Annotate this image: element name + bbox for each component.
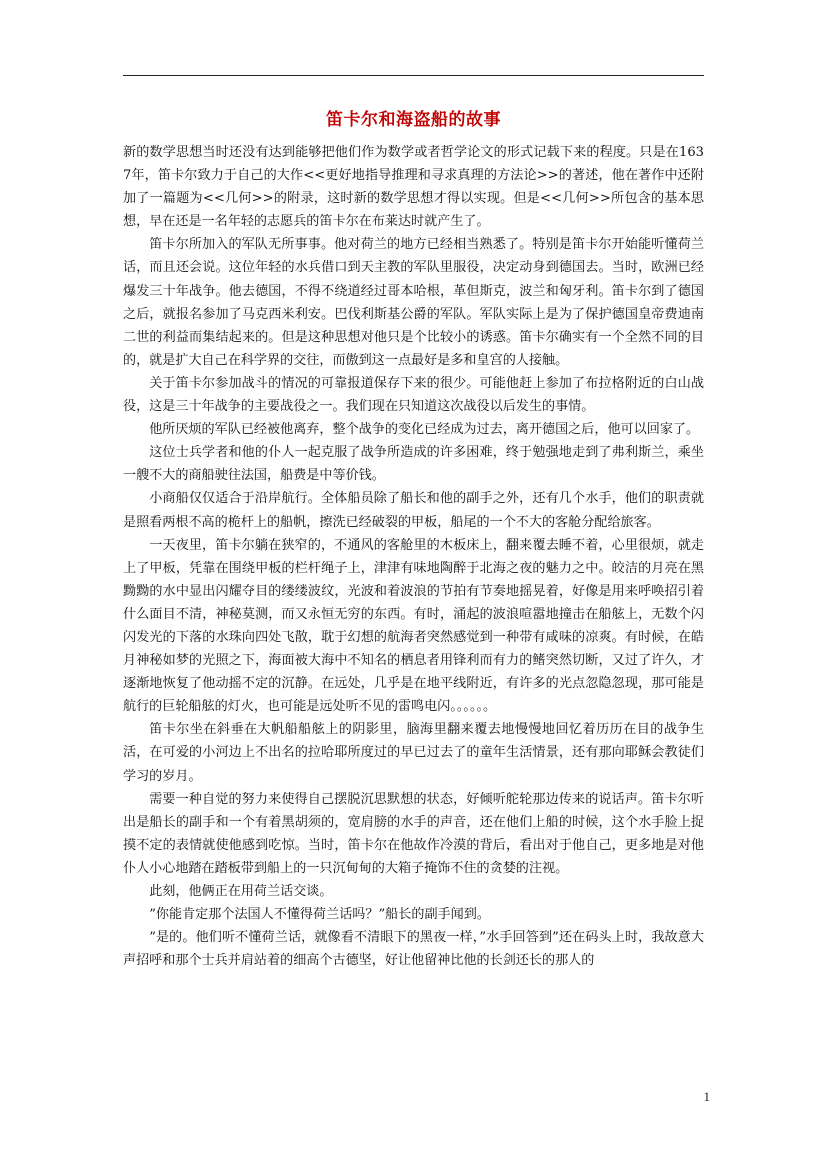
header-rule [123, 75, 704, 76]
paragraph: 小商船仅仅适合于沿岸航行。全体船员除了船长和他的副手之外，还有几个水手，他们的职责就是照看两根不高的桅杆上的船帆，擦洗已经破裂的甲板，船尾的一个不大的客舱分配给旅客。 [123, 491, 704, 530]
paragraph: ”你能肯定那个法国人不懂得荷兰话吗？”船长的副手闻到。 [149, 907, 490, 923]
paragraph: 一天夜里，笛卡尔躺在狭窄的，不通风的客舱里的木板床上，翻来覆去睡不着，心里很烦，就走上了甲板，凭靠在围绕甲板的栏杆绳子上，津津有味地陶醉于北海之夜的魅力之中。皎洁的月亮在黑黝黝的水中显出闪耀夺目的缕缕波纹，光波和着波浪的节拍有节奏地摇晃着，好像是用来呼唤招引着什么面目不清，神秘莫测，而又永恒无穷的东西。有时，涌起的波浪喧嚣地撞击在船舷上，无数个闪闪发光的下落的水珠向四处飞散，耽于幻想的航海者突然感觉到一种带有咸味的凉爽。有时候，在皓月神秘如梦的光照之下，海面被大海中不知名的栖息者用锋利而有力的鳍突然切断，又过了许久，才逐渐地恢复了他动摇不定的沉静。在远处，几乎是在地平线附近，有许多的光点忽隐忽现，那可能是航行的巨轮船舷的灯火，也可能是远处听不见的雷鸣电闪。。。。。。 [123, 537, 704, 715]
paragraph: 笛卡尔坐在斜垂在大帆船船舷上的阴影里，脑海里翻来覆去地慢慢地回忆着历历在目的战争生活，在可爱的小河边上不出名的拉哈耶所度过的早已过去了的童年生活情景，还有那向耶稣会教徒们学习的岁月。 [123, 722, 704, 784]
paragraph: 此刻，他俩正在用荷兰话交谈。 [149, 884, 333, 899]
paragraph: 这位士兵学者和他的仆人一起克服了战争所造成的许多困难，终于勉强地走到了弗利斯兰，乘坐一艘不大的商船驶往法国，船费是中等价钱。 [123, 445, 704, 484]
paragraph: 他所厌烦的军队已经被他离弃，整个战争的变化已经成为过去，离开德国之后，他可以回家了。 [149, 422, 700, 438]
paragraph: 需要一种自觉的努力来使得自己摆脱沉思默想的状态，好倾听舵轮那边传来的说话声。笛卡尔听出是船长的副手和一个有着黑胡须的，宽肩膀的水手的声音，还在他们上船的时候，这个水手脸上捉摸不定的表情就使他感到吃惊。当时，笛卡尔在他故作冷漠的背后，看出对于他自己，更多地是对他仆人小心地踏在踏板带到船上的一只沉甸甸的大箱子掩饰不住的贪婪的注视。 [123, 791, 704, 876]
paragraph: 新的数学思想当时还没有达到能够把他们作为数学或者哲学论文的形式记载下来的程度。只是在1637年，笛卡尔致力于自己的大作<<更好地指导推理和寻求真理的方法论>>的著述，他在著作中还附加了一篇题为<<几何>>的附录，这时新的数学思想才得以实现。但是<<几何>>所包含的基本思想，早在还是一名年轻的志愿兵的笛卡尔在布莱达时就产生了。 [123, 145, 704, 230]
paragraph: 关于笛卡尔参加战斗的情况的可靠报道保存下来的很少。可能他赶上参加了布拉格附近的白山战役，这是三十年战争的主要战役之一。我们现在只知道这次战役以后发生的事情。 [123, 375, 704, 415]
paragraph: ”是的。他们听不懂荷兰话，就像看不清眼下的黑夜一样，”水手回答到”还在码头上时，我故意大声招呼和那个士兵并肩站着的细高个古德坚，好让他留神比他的长剑还长的那人的 [123, 930, 704, 969]
document-body [123, 141, 704, 972]
paragraph: 笛卡尔所加入的军队无所事事。他对荷兰的地方已经相当熟悉了。特别是笛卡尔开始能听懂荷兰话，而且还会说。这位年轻的水兵借口到天主教的军队里服役，决定动身到德国去。当时，欧洲已经爆发三十年战争。他去德国，不得不绕道经过哥本哈根，革但斯克，波兰和匈牙利。笛卡尔到了德国之后，就报名参加了马克西米利安。巴伐利斯基公爵的军队。军队实际上是为了保护德国皇帝费迪南二世的利益而集结起来的。但是这种思想对他只是个比较小的诱惑。笛卡尔确实有一个全然不同的目的，就是扩大自己在科学界的交往，而傲到这一点最好是多和皇宫的人接触。 [123, 237, 704, 368]
document-title: 笛卡尔和海盗船的故事 [326, 110, 501, 130]
page-number: 1 [703, 1089, 710, 1104]
